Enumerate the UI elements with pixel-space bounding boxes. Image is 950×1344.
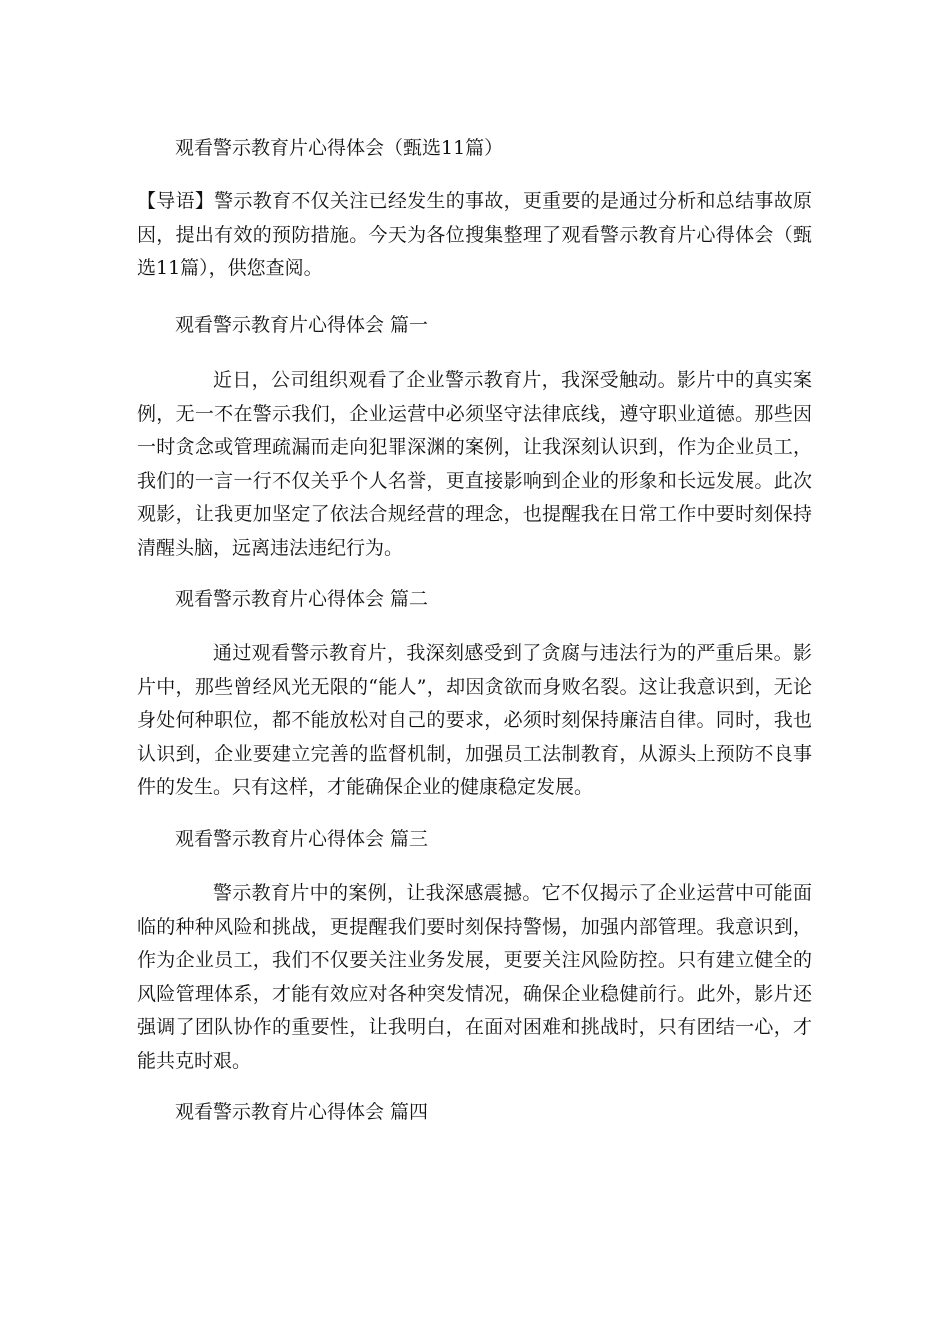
section-heading-4: 观看警示教育片心得体会 篇四 xyxy=(175,1101,429,1123)
document-title: 观看警示教育片心得体会（甄选11篇） xyxy=(175,137,504,159)
section-heading-2: 观看警示教育片心得体会 篇二 xyxy=(175,588,429,610)
section-body-2: 通过观看警示教育片，我深刻感受到了贪腐与违法行为的严重后果。影片中，那些曾经风光无限的“能人”，却因贪欲而身败名裂。这让我意识到，无论身处何种职位，都不能放松对自己的要求，必须时刻保持廉洁自律。同时，我也认识到，企业要建立完善的监督机制，加强员工法制教育，从源头上预防不良事件的发生。只有这样，才能确保企业的健康稳定发展。 xyxy=(137,642,812,798)
section-heading-3: 观看警示教育片心得体会 篇三 xyxy=(175,828,429,850)
section-body-3: 警示教育片中的案例，让我深感震撼。它不仅揭示了企业运营中可能面临的种种风险和挑战，更提醒我们要时刻保持警惕，加强内部管理。我意识到，作为企业员工，我们不仅要关注业务发展，更要关注风险防控。只有建立健全的风险管理体系，才能有效应对各种突发情况，确保企业稳健前行。此外，影片还强调了团队协作的重要性，让我明白，在面对困难和挑战时，只有团结一心，才能共克时艰。 xyxy=(137,882,812,1072)
intro-paragraph: 【导语】警示教育不仅关注已经发生的事故，更重要的是通过分析和总结事故原因，提出有效的预防措施。今天为各位搜集整理了观看警示教育片心得体会（甄选11篇），供您查阅。 xyxy=(137,190,812,279)
section-heading-1: 观看警示教育片心得体会 篇一 xyxy=(175,314,429,336)
section-body-1: 近日，公司组织观看了企业警示教育片，我深受触动。影片中的真实案例，无一不在警示我们，企业运营中必须坚守法律底线，遵守职业道德。那些因一时贪念或管理疏漏而走向犯罪深渊的案例，让我深刻认识到，作为企业员工，我们的一言一行不仅关乎个人名誉，更直接影响到企业的形象和长远发展。此次观影，让我更加坚定了依法合规经营的理念，也提醒我在日常工作中要时刻保持清醒头脑，远离违法违纪行为。 xyxy=(137,369,812,559)
